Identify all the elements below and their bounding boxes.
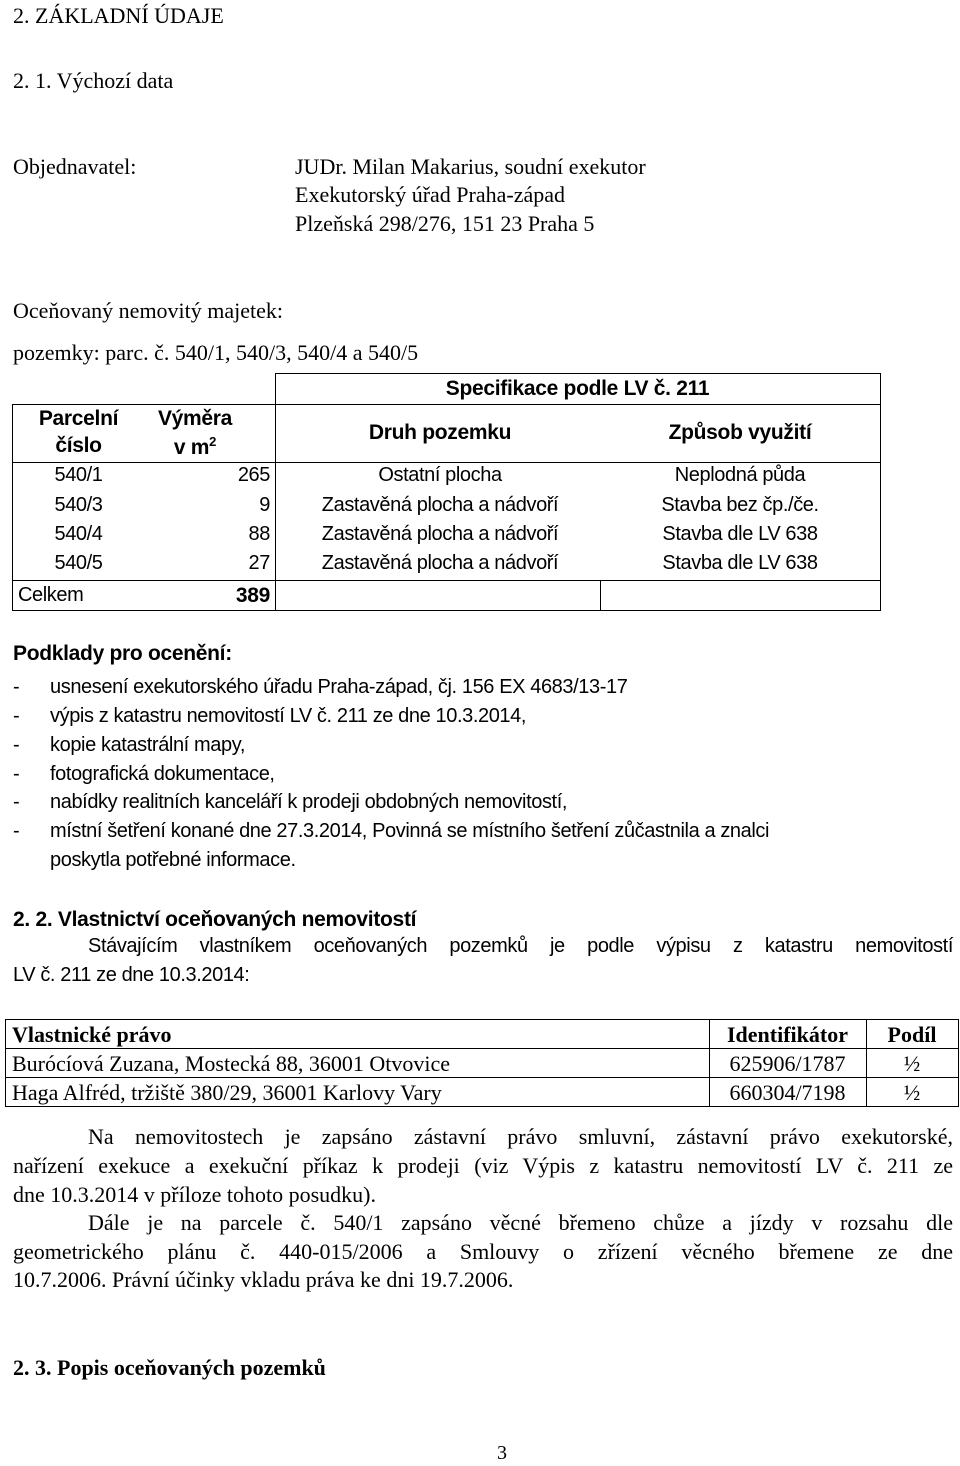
parcel-area-cell: 9 bbox=[259, 494, 270, 516]
property-label: Oceňovaný nemovitý majetek: bbox=[13, 298, 284, 323]
section-heading: 2. ZÁKLADNÍ ÚDAJE bbox=[13, 3, 224, 28]
parcel-number-cell: 540/5 bbox=[54, 552, 103, 574]
table-spec-header: Specifikace podle LV č. 211 bbox=[445, 377, 710, 400]
paragraph-liens-line2: nařízení exekuce a exekuční příkaz k prodeji (viz Výpis z katastru nemovitostí LV č. 211 ze bbox=[13, 1153, 953, 1178]
parcel-kind-cell: Zastavěná plocha a nádvoří bbox=[321, 552, 559, 574]
client-label: Objednavatel: bbox=[13, 154, 137, 179]
paragraph-easement-line2: geometrického plánu č. 440-015/2006 a Smlouvy o zřízení věcného břemene ze dne bbox=[13, 1239, 953, 1264]
parcel-number-cell: 540/1 bbox=[54, 464, 103, 486]
client-name: JUDr. Milan Makarius, soudní exekutor bbox=[295, 154, 646, 179]
subsection-heading-ownership: 2. 2. Vlastnictví oceňovaných nemovitostí bbox=[13, 908, 417, 931]
parcel-area-cell: 88 bbox=[248, 523, 270, 545]
owner-name-cell: Burócíová Zuzana, Mostecká 88, 36001 Otvovice bbox=[12, 1051, 451, 1076]
owner-id-cell: 660304/7198 bbox=[729, 1080, 846, 1105]
client-office: Exekutorský úřad Praha-západ bbox=[295, 182, 566, 207]
column-header-right: Vlastnické právo bbox=[12, 1022, 172, 1047]
subsection-heading: 2. 1. Výchozí data bbox=[13, 68, 174, 93]
column-header-share: Podíl bbox=[887, 1022, 937, 1047]
sources-continuation: poskytla potřebné informace. bbox=[50, 849, 296, 871]
parcel-kind-cell: Ostatní plocha bbox=[378, 464, 502, 486]
column-header-use: Způsob využití bbox=[668, 421, 812, 444]
parcel-area-cell: 27 bbox=[248, 552, 270, 574]
parcel-use-cell: Stavba dle LV 638 bbox=[662, 523, 818, 545]
list-item: fotografická dokumentace, bbox=[50, 763, 275, 785]
paragraph-liens-line1: Na nemovitostech je zapsáno zástavní právo smluvní, zástavní právo exekutorské, bbox=[88, 1124, 953, 1149]
total-value: 389 bbox=[235, 584, 270, 607]
list-item: kopie katastrální mapy, bbox=[50, 734, 245, 756]
list-bullet: - bbox=[13, 676, 20, 698]
list-bullet: - bbox=[13, 820, 20, 842]
column-header-parcel: Parcelní bbox=[38, 407, 119, 430]
subsection-heading-description: 2. 3. Popis oceňovaných pozemků bbox=[13, 1355, 326, 1380]
list-bullet: - bbox=[13, 791, 20, 813]
paragraph-easement-line3: 10.7.2006. Právní účinky vkladu práva ke dni 19.7.2006. bbox=[13, 1267, 514, 1292]
parcel-number-cell: 540/3 bbox=[54, 494, 103, 516]
sources-title: Podklady pro ocenění: bbox=[13, 642, 232, 665]
column-header-identifier: Identifikátor bbox=[727, 1022, 848, 1047]
owner-share-cell: ½ bbox=[903, 1051, 921, 1076]
paragraph-easement-line1: Dále je na parcele č. 540/1 zapsáno věcné břemeno chůze a jízdy v rozsahu dle bbox=[88, 1210, 953, 1235]
parcel-kind-cell: Zastavěná plocha a nádvoří bbox=[321, 494, 559, 516]
column-header-area-sub: v $m^2$ bbox=[173, 434, 217, 459]
column-header-parcel-sub: číslo bbox=[55, 434, 102, 457]
ownership-intro: Stávajícím vlastníkem oceňovaných pozemků je podle výpisu z katastru nemovitostí bbox=[88, 935, 953, 957]
parcel-use-cell: Stavba bez čp./če. bbox=[661, 494, 819, 516]
owner-name-cell: Haga Alfréd, tržiště 380/29, 36001 Karlovy Vary bbox=[12, 1080, 442, 1105]
owner-share-cell: ½ bbox=[903, 1080, 921, 1105]
parcel-number-cell: 540/4 bbox=[54, 523, 103, 545]
page-number: 3 bbox=[497, 1442, 507, 1464]
total-label: Celkem bbox=[18, 584, 84, 606]
ownership-intro-cont: LV č. 211 ze dne 10.3.2014: bbox=[13, 964, 250, 986]
list-item: místní šetření konané dne 27.3.2014, Povinná se místního šetření zůčastnila a znalci bbox=[50, 820, 770, 842]
parcel-area-cell: 265 bbox=[237, 464, 270, 486]
column-header-kind: Druh pozemku bbox=[368, 421, 512, 444]
list-item: výpis z katastru nemovitostí LV č. 211 ze dne 10.3.2014, bbox=[50, 705, 527, 727]
list-item: nabídky realitních kanceláří k prodeji obdobných nemovitostí, bbox=[50, 791, 568, 813]
list-bullet: - bbox=[13, 705, 20, 727]
parcel-use-cell: Neplodná půda bbox=[674, 464, 806, 486]
parcel-kind-cell: Zastavěná plocha a nádvoří bbox=[321, 523, 559, 545]
owner-id-cell: 625906/1787 bbox=[729, 1051, 846, 1076]
list-bullet: - bbox=[13, 734, 20, 756]
list-item: usnesení exekutorského úřadu Praha-západ, čj. 156 EX 4683/13-17 bbox=[50, 676, 628, 698]
paragraph-liens-line3: dne 10.3.2014 v příloze tohoto posudku). bbox=[13, 1182, 376, 1207]
column-header-area: Výměra bbox=[157, 407, 233, 430]
parcel-use-cell: Stavba dle LV 638 bbox=[662, 552, 818, 574]
client-address: Plzeňská 298/276, 151 23 Praha 5 bbox=[295, 211, 595, 236]
list-bullet: - bbox=[13, 763, 20, 785]
property-parcels: pozemky: parc. č. 540/1, 540/3, 540/4 a 540/5 bbox=[13, 340, 419, 365]
